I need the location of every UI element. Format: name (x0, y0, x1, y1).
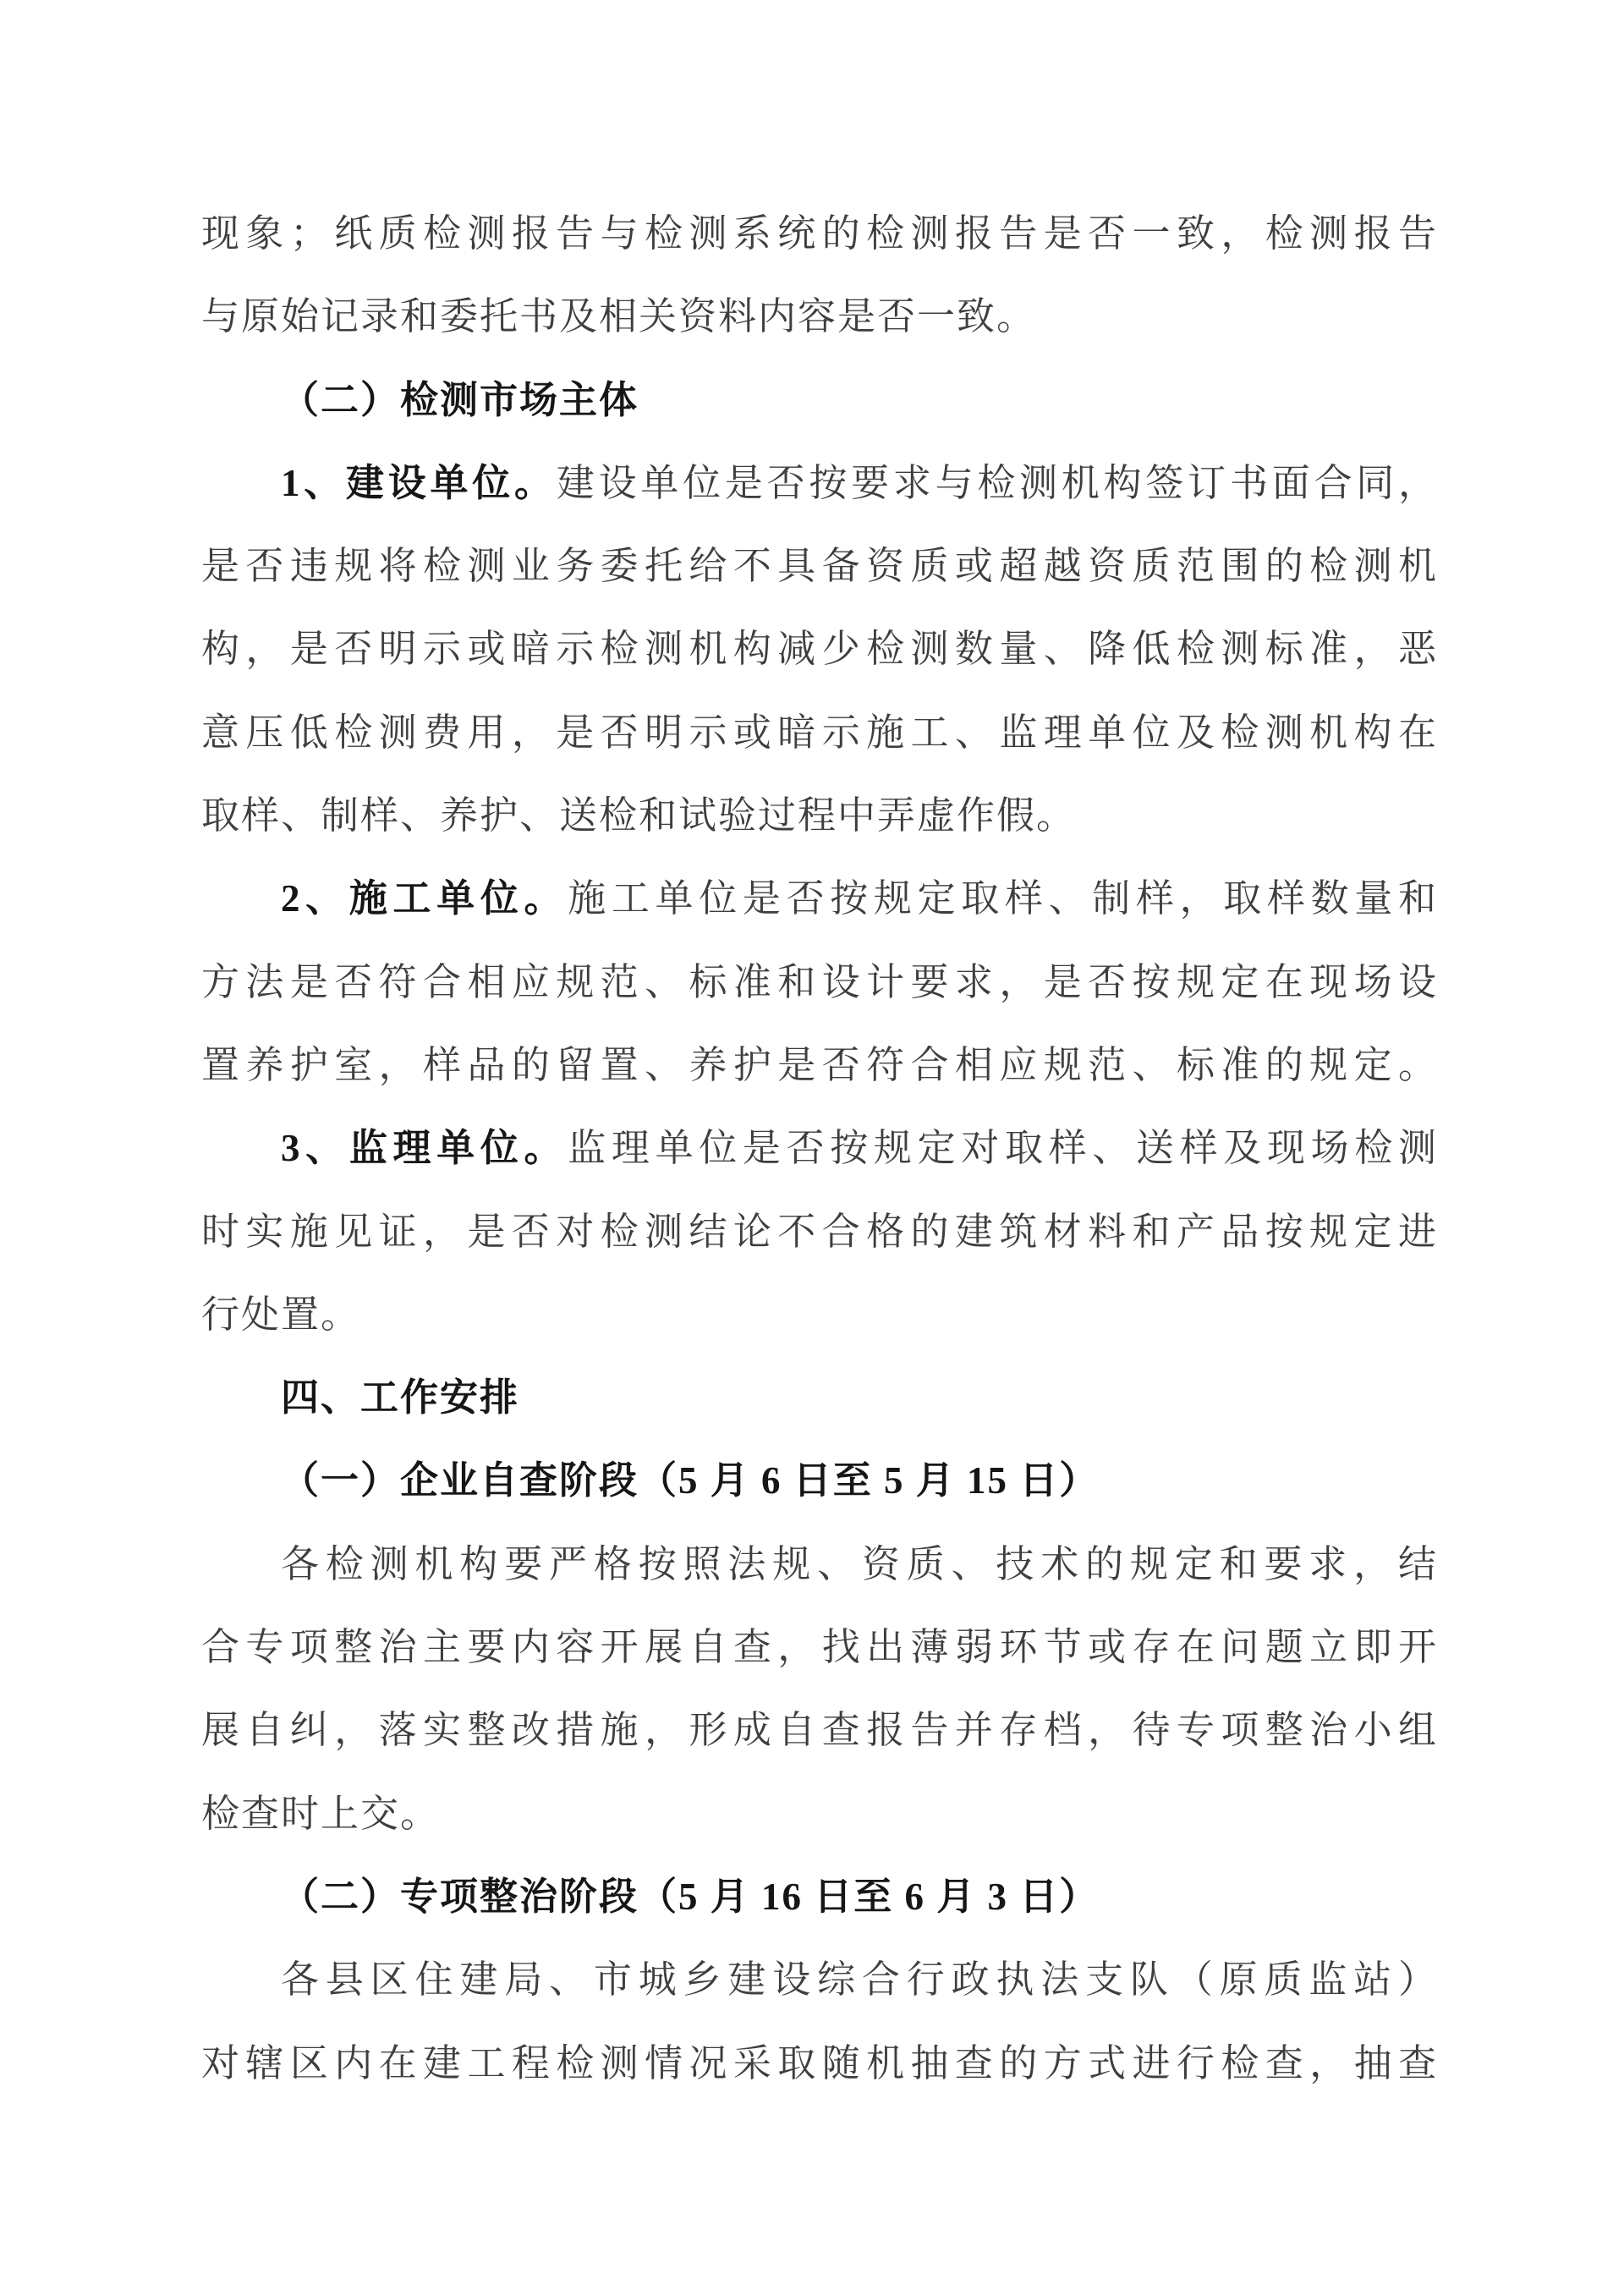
text-segment: （二）专项整治阶段（5 月 16 日至 6 月 3 日） (281, 1875, 1100, 1918)
text-line (201, 1772, 1438, 1855)
text-segment: 行处置。 (201, 1293, 361, 1336)
text-line (201, 192, 1438, 275)
text-segment: 现象；纸质检测报告与检测系统的检测报告是否一致，检测报告 (201, 212, 1438, 255)
text-line (201, 1606, 1438, 1689)
text-line (201, 1523, 1438, 1606)
text-segment: （二）检测市场主体 (281, 378, 639, 421)
text-segment: 时实施见证，是否对检测结论不合格的建筑材料和产品按规定进 (201, 1210, 1438, 1253)
text-line (201, 1689, 1438, 1771)
text-line (201, 691, 1438, 774)
text-line (201, 2022, 1438, 2105)
text-line (201, 442, 1438, 525)
section-heading (201, 1439, 1438, 1522)
section-heading (201, 1356, 1438, 1439)
text-segment: 四、工作安排 (281, 1376, 520, 1420)
text-segment: 构，是否明示或暗示检测机构减少检测数量、降低检测标准，恶 (201, 628, 1438, 671)
text-line (201, 607, 1438, 690)
text-line (201, 857, 1438, 940)
text-line (201, 774, 1438, 857)
document-text-block (201, 192, 1438, 2105)
text-segment: 施工单位是否按规定取样、制样，取样数量和 (568, 877, 1438, 920)
text-segment: 与原始记录和委托书及相关资料内容是否一致。 (201, 295, 1037, 338)
text-line (201, 941, 1438, 1024)
section-heading (201, 359, 1438, 442)
text-segment: 对辖区内在建工程检测情况采取随机抽查的方式进行检查，抽查 (201, 2041, 1438, 2085)
text-line (201, 525, 1438, 607)
text-segment: 是否违规将检测业务委托给不具备资质或超越资质范围的检测机 (201, 545, 1438, 588)
text-segment: 各县区住建局、市城乡建设综合行政执法支队（原质监站） (281, 1958, 1438, 2002)
text-segment: 检查时上交。 (201, 1792, 441, 1835)
text-segment: 方法是否符合相应规范、标准和设计要求，是否按规定在现场设 (201, 960, 1438, 1003)
text-segment: 各检测机构要严格按照法规、资质、技术的规定和要求，结 (281, 1542, 1438, 1585)
text-segment: 监理单位是否按规定对取样、送样及现场检测 (568, 1127, 1438, 1170)
text-line (201, 1938, 1438, 2021)
text-segment: 合专项整治主要内容开展自查，找出薄弱环节或存在问题立即开 (201, 1626, 1438, 1669)
text-segment: 1、建设单位。 (281, 461, 557, 504)
text-segment: 取样、制样、养护、送检和试验过程中弄虚作假。 (201, 794, 1077, 838)
text-line (201, 1107, 1438, 1189)
text-line (201, 1024, 1438, 1107)
text-segment: 建设单位是否按要求与检测机构签订书面合同， (556, 461, 1438, 504)
text-segment: 意压低检测费用，是否明示或暗示施工、监理单位及检测机构在 (201, 711, 1438, 754)
text-segment: 3、监理单位。 (281, 1127, 568, 1170)
text-segment: 2、施工单位。 (281, 877, 568, 920)
text-segment: 置养护室，样品的留置、养护是否符合相应规范、标准的规定。 (201, 1043, 1438, 1086)
text-line (201, 275, 1438, 358)
text-segment: 展自纠，落实整改措施，形成自查报告并存档，待专项整治小组 (201, 1709, 1438, 1752)
text-line (201, 1273, 1438, 1356)
text-segment: （一）企业自查阶段（5 月 6 日至 5 月 15 日） (281, 1459, 1100, 1502)
section-heading (201, 1855, 1438, 1938)
text-line (201, 1190, 1438, 1273)
